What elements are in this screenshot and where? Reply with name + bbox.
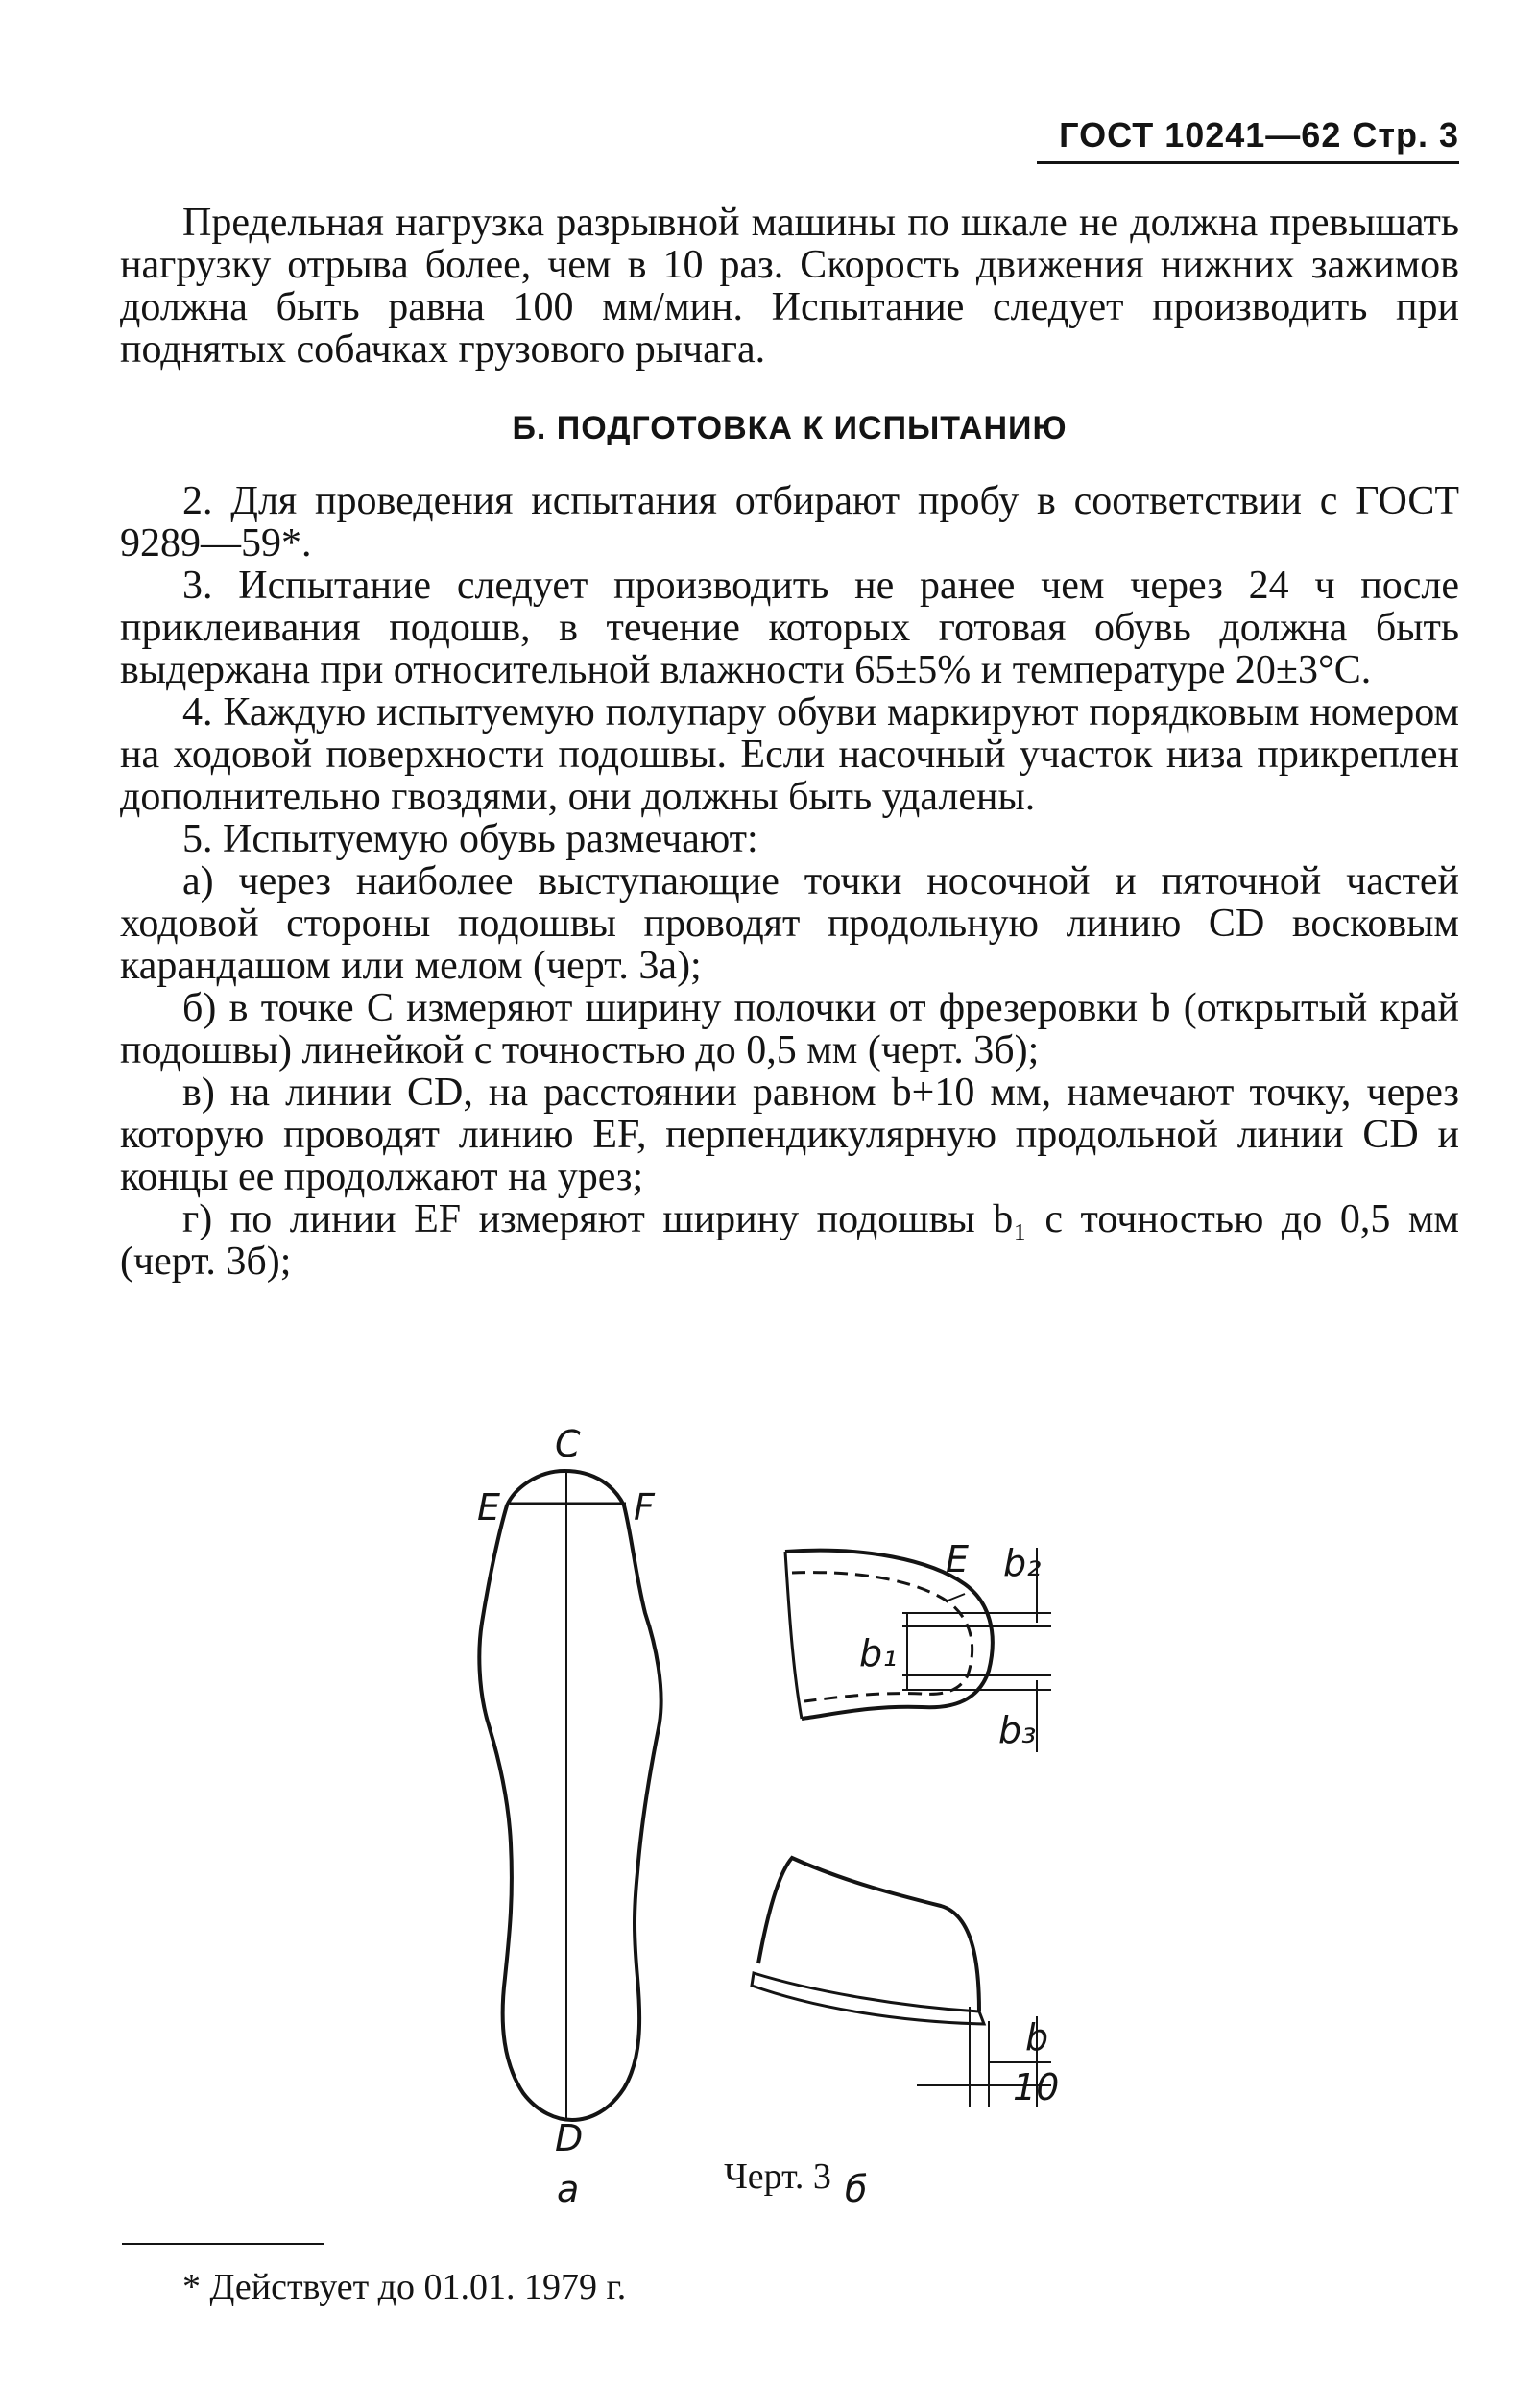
label-sub-b: б [845,2168,868,2210]
label-d: D [555,2117,584,2159]
footnote: * Действует до 01.01. 1979 г. [182,2267,627,2307]
shoe-top-left-edge [785,1552,802,1719]
paragraph-2: 2. Для проведения испытания отбирают пробу в соответствии с ГОСТ 9289—59*. [120,479,1459,566]
label-e2: E [946,1538,970,1580]
label-10: 10 [1013,2066,1060,2108]
label-a: а [557,2168,580,2210]
figure-caption: Черт. 3 [724,2156,831,2197]
paragraph-5g: г) по линии EF измеряют ширину подошвы b₁ с точностью до 0,5 мм (черт. 3б); [120,1197,1459,1284]
label-f: F [634,1486,655,1529]
page-header: ГОСТ 10241—62 Стр. 3 [1037,115,1459,164]
paragraph-5v: в) на линии CD, на расстоянии равном b+10 мм, намечают точку, через которую проводят линию EF, перпендикулярную продольной линии CD и концы ее продолжают на урез; [120,1071,1459,1199]
paragraph-4: 4. Каждую испытуемую полупару обуви маркируют порядковым номером на ходовой поверхности подошвы. Если насочный участок низа прикреплен дополнительно гвоздями, они должны быть удалены. [120,690,1459,819]
label-b3: b₃ [998,1709,1037,1751]
paragraph-5b: б) в точке C измеряют ширину полочки от фрезеровки b (открытый край подошвы) линейкой с точностью до 0,5 мм (черт. 3б); [120,986,1459,1072]
label-b1: b₁ [859,1632,898,1674]
body-text [120,202,1459,1283]
label-e: E [477,1486,501,1529]
sole-outline [479,1471,660,2120]
label-c: C [555,1423,581,1465]
paragraph-load-limit: Предельная нагрузка разрывной машины по шкале не должна превышать нагрузку отрыва более, чем в 10 раз. Скорость движения нижних зажимов должна быть равна 100 мм/мин. Испытание следует производить при поднятых собачках грузового рычага. [120,201,1459,372]
label-b: b [1025,2016,1049,2059]
label-b2: b₂ [1003,1542,1042,1584]
paragraph-3: 3. Испытание следует производить не ранее чем через 24 ч после приклеивания подошв, в течение которых готовая обувь должна быть выдержана при относительной влажности 65±5% и температуре 20±3°С. [120,564,1459,692]
paragraph-5a: а) через наиболее выступающие точки носочной и пяточной частей ходовой стороны подошвы проводят продольную линию CD восковым карандашом или мелом (черт. 3а); [120,859,1459,988]
footnote-divider [122,2243,324,2245]
section-title: Б. ПОДГОТОВКА К ИСПЫТАНИЮ [512,410,1068,446]
paragraph-5: 5. Испытуемую обувь размечают: [182,817,758,861]
shoe-side-sole [752,1973,984,2024]
shoe-side-outline [758,1858,979,2011]
